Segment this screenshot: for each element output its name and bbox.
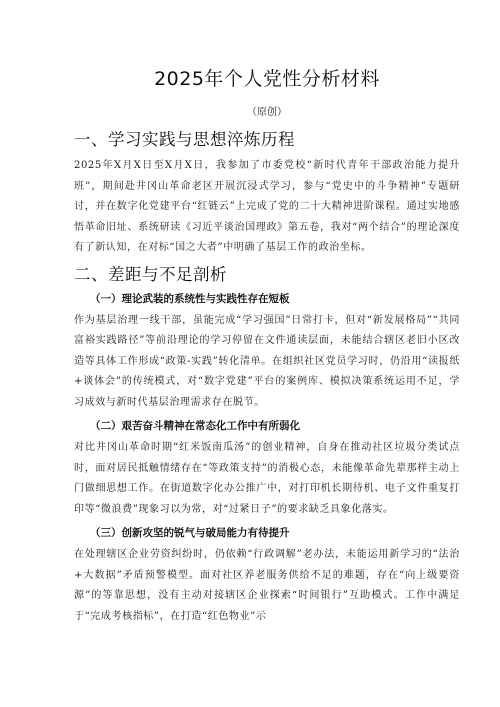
subsection-2-paragraph: 对比井冈山革命时期“红米饭南瓜汤”的创业精神，自身在推动社区垃圾分类试点时，面对居民抵触情绪存在“等政策支持”的消极心态，未能像革命先辈那样主动上门做细思想工作。在街道数字化办公推广中，对打印机长期待机、电子文件重复打印等“微浪费”现象习以为常，对“过紧日子”的要求缺乏具象化落实。 xyxy=(74,442,460,515)
section-heading-2: 二、差距与不足剖析 xyxy=(74,264,227,284)
subsection-heading-3: （三）创新攻坚的锐气与破局能力有待提升 xyxy=(90,527,290,539)
subsection-heading-1: （一）理论武装的系统性与实践性存在短板 xyxy=(90,292,290,305)
document-title: 2025年个人党性分析材料 xyxy=(154,68,380,90)
subsection-3-paragraph: 在处理辖区企业劳资纠纷时，仍依赖“行政调解”老办法，未能运用新学习的“法治+大数据”矛盾预警模型。面对社区养老服务供给不足的难题，存在“向上级要资源”的等靠思想，没有主动对接辖区企业探索“时间银行”互助模式。工作中满足于“完成考核指标”，在打造“红色物业”示 xyxy=(74,549,460,622)
subsection-heading-2: （二）艰苦奋斗精神在常态化工作中有所弱化 xyxy=(90,420,300,432)
section-1-paragraph: 2025年X月X日至X月X日，我参加了市委党校“新时代青年干部政治能力提升班”，期间赴井冈山革命老区开展沉浸式学习，参与“党史中的斗争精神”专题研讨，并在数字化党建平台“红链云”上完成了党的二十大精神进阶课程。通过实地感悟革命旧址、系统研读《习近平谈治国理政》第五卷，我对“两个结合”的理论深度有了新认知，在对标“国之大者”中明确了基层工作的政治坐标。 xyxy=(74,160,460,253)
subsection-1-paragraph: 作为基层治理一线干部，虽能完成“学习强国”日常打卡，但对“新发展格局”“共同富裕实践路径”等前沿理论的学习停留在文件通读层面，未能结合辖区老旧小区改造等具体工作形成“政策-实践”转化清单。在组织社区党员学习时，仍沿用“读报纸+谈体会”的传统模式，对“数字党建”平台的案例库、模拟决策系统运用不足，学习成效与新时代基层治理需求存在脱节。 xyxy=(74,314,460,408)
document-subtitle: （原创） xyxy=(247,107,287,118)
section-heading-1: 一、学习实践与思想淬炼历程 xyxy=(74,130,295,149)
